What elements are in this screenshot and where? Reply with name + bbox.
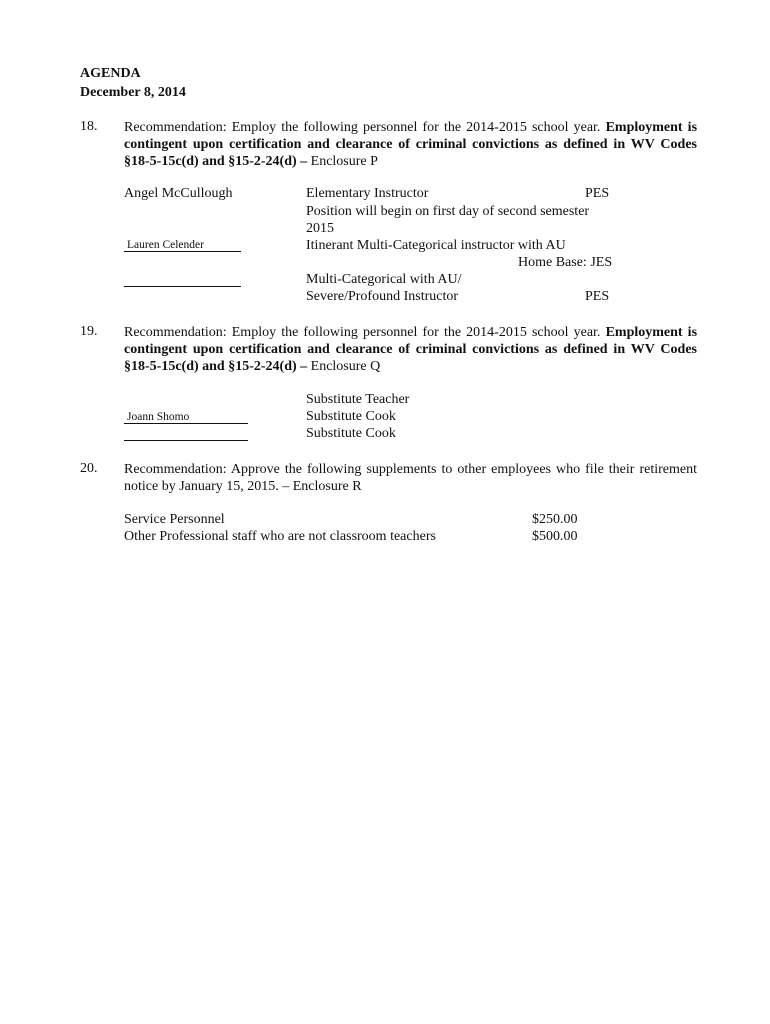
supplement-label: Service Personnel <box>124 512 225 527</box>
item-text-bold: Employment is contingent upon certification and clearance of criminal convictions as defined in WV Codes §18-5-15c(d) and §15-2-24(d) – <box>124 120 698 169</box>
item-number: 19. <box>80 324 98 339</box>
position-note: Position will begin on first day of second semester <box>306 204 590 219</box>
supplement-label: Other Professional staff who are not classroom teachers <box>124 529 436 544</box>
item-text-bold: Employment is contingent upon certification and clearance of criminal convictions as defined in WV Codes §18-5-15c(d) and §15-2-24(d) – <box>124 325 698 374</box>
position-title: Multi-Categorical with AU/ <box>306 272 462 287</box>
item-number: 20. <box>80 461 98 476</box>
enclosure-ref: Enclosure Q <box>310 359 381 374</box>
school-code: PES <box>585 289 610 304</box>
employee-name-blank <box>124 427 248 441</box>
agenda-date: December 8, 2014 <box>80 85 186 100</box>
school-code: PES <box>585 186 610 201</box>
position-title: Severe/Profound Instructor <box>306 289 459 304</box>
employee-name-blank <box>124 273 241 287</box>
item-number: 18. <box>80 119 98 134</box>
employee-name-filled: Lauren Celender <box>124 238 241 252</box>
item-text: Recommendation: Employ the following personnel for the 2014-2015 school year. <box>124 120 601 135</box>
position-title: Substitute Cook <box>306 426 396 441</box>
supplement-amount: $500.00 <box>532 529 578 544</box>
employee-name-filled: Joann Shomo <box>124 410 248 424</box>
home-base: Home Base: JES <box>518 255 613 270</box>
item-paragraph <box>124 119 697 170</box>
item-paragraph: Recommendation: Approve the following supplements to other employees who file their retirement notice by January 15, 2015. – Enclosure R <box>124 462 697 494</box>
item-paragraph <box>124 324 697 375</box>
employee-name: Angel McCullough <box>124 186 233 201</box>
position-title: Substitute Cook <box>306 409 396 424</box>
position-title: Substitute Teacher <box>306 392 410 407</box>
position-title: Elementary Instructor <box>306 186 429 201</box>
enclosure-ref: Enclosure P <box>310 154 378 169</box>
position-note: 2015 <box>306 221 334 236</box>
supplement-amount: $250.00 <box>532 512 578 527</box>
position-title: Itinerant Multi-Categorical instructor with AU <box>306 238 566 253</box>
item-text: Recommendation: Employ the following personnel for the 2014-2015 school year. <box>124 325 601 340</box>
agenda-title: AGENDA <box>80 66 141 81</box>
